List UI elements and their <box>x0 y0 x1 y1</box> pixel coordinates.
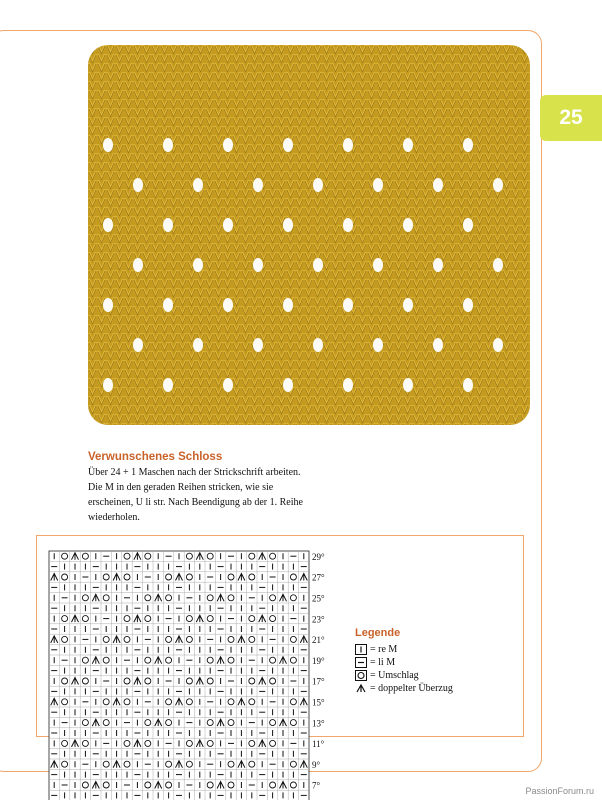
row-label: 7° <box>312 780 321 791</box>
legend <box>355 627 453 695</box>
double-decrease-icon <box>355 683 367 694</box>
legend-item <box>355 656 453 669</box>
row-label: 13° <box>312 718 325 729</box>
row-label: 23° <box>312 614 325 625</box>
row-label: 15° <box>312 697 325 708</box>
legend-label: = Umschlag <box>370 670 419 681</box>
pattern-title: Verwunschenes Schloss <box>88 451 223 463</box>
row-label: 29° <box>312 551 325 562</box>
row-label: 25° <box>312 593 325 604</box>
description-line: wiederholen. <box>88 512 140 523</box>
row-label: 17° <box>312 676 325 687</box>
page-number-badge: 25 <box>540 95 602 141</box>
legend-item <box>355 682 453 695</box>
legend-title: Legende <box>355 627 401 639</box>
row-label: 9° <box>312 759 321 770</box>
knitted-swatch-photo <box>88 45 530 425</box>
row-label: 19° <box>312 655 325 666</box>
knit-symbol-icon <box>355 644 367 655</box>
row-label: 27° <box>312 572 325 583</box>
pattern-description <box>88 465 388 525</box>
legend-item <box>355 669 453 682</box>
yarn-over-icon <box>355 670 367 681</box>
legend-label: = doppelter Überzug <box>370 683 453 694</box>
row-label: 21° <box>312 635 325 646</box>
legend-item <box>355 643 453 656</box>
watermark: PassionForum.ru <box>525 786 594 796</box>
legend-label: = re M <box>370 644 398 655</box>
description-line: Über 24 + 1 Maschen nach der Strickschrift arbeiten. <box>88 467 301 478</box>
purl-symbol-icon <box>355 657 367 668</box>
description-line: erscheinen, U li str. Nach Beendigung ab der 1. Reihe <box>88 497 303 508</box>
description-line: Die M in den geraden Reihen stricken, wie sie <box>88 482 274 493</box>
legend-label: = li M <box>370 657 396 668</box>
row-label: 11° <box>312 739 325 750</box>
